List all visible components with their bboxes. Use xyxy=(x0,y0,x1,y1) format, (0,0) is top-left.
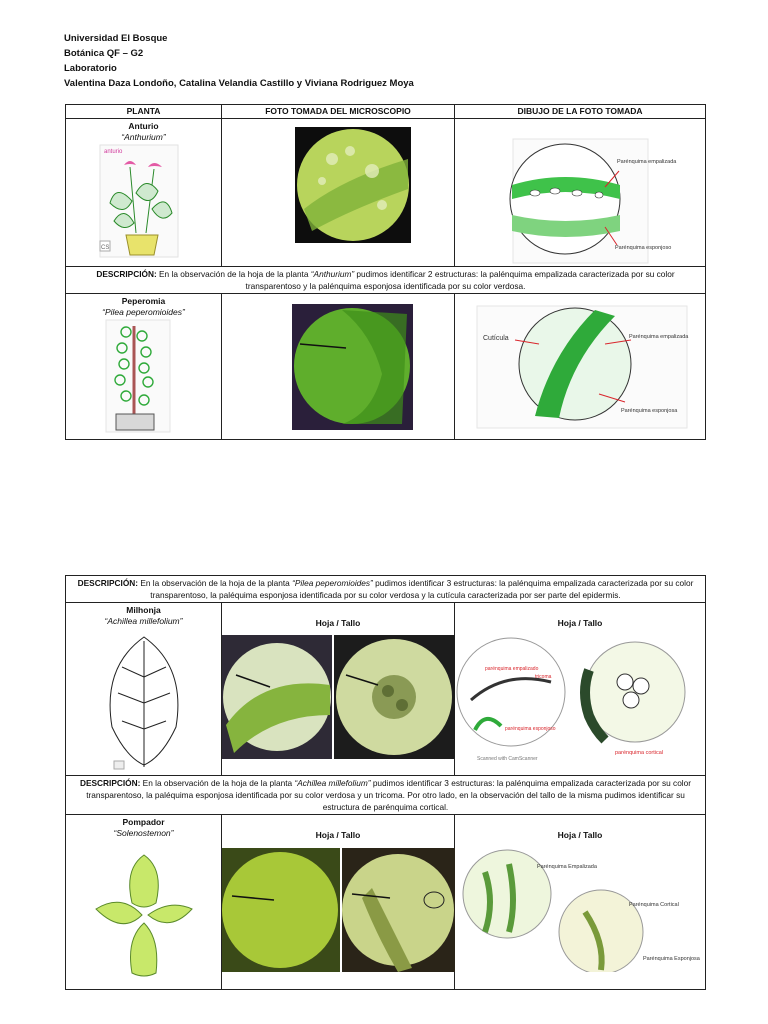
drawing-anturio xyxy=(455,119,706,266)
drawing-milhonja xyxy=(455,630,706,770)
photo-header: Hoja / Tallo xyxy=(315,618,361,628)
description-anturio xyxy=(66,267,706,294)
label-cuticula: Cutícula xyxy=(483,335,509,342)
description-peperomia xyxy=(66,576,706,603)
microscope-photos-milhonja xyxy=(222,635,455,775)
drawing-cell-peperomia xyxy=(455,294,706,440)
description-text-2: pudimos identificar 2 estructuras: la palénquima empalizada caracterizada por su color transparentoso y la palénquima esponjosa identificada por su color verdosa. xyxy=(245,269,675,291)
col-header-dibujo: DIBUJO DE LA FOTO TOMADA xyxy=(455,105,706,119)
description-label: DESCRIPCIÓN: xyxy=(79,778,141,788)
scanner-mark: Scanned with CamScanner xyxy=(477,756,538,762)
plant-scientific-name: “Achillea millefolium” xyxy=(104,616,183,626)
plant-scientific-name: “Anthurium” xyxy=(121,132,166,142)
photo-cell-peperomia xyxy=(222,294,455,440)
description-species: “Pilea peperomioides” xyxy=(292,578,373,588)
pompador-sketch xyxy=(66,839,222,989)
peperomia-sketch xyxy=(66,318,222,436)
plant-scientific-name: “Pilea peperomioides” xyxy=(102,307,185,317)
description-species: “Anthurium” xyxy=(310,269,355,279)
authors: Valentina Daza Londoño, Catalina Velandia Castillo y Viviana Rodriguez Moya xyxy=(64,78,414,89)
label-c: parénquima esponjoso xyxy=(505,726,556,732)
description-text-2: pudimos identificar 3 estructuras: la palénquima empalizada caracterizada por su color transparentoso, la paléquima esponjosa identificada por su color verdosa y la cutícula caracterizada por ser parte del epidermis. xyxy=(150,578,694,600)
section-name: Laboratorio xyxy=(64,63,117,74)
table-top xyxy=(65,104,706,440)
drawing-pompador xyxy=(455,842,706,972)
label-parenquima-empalizada: Parénquima empalizada xyxy=(629,334,689,340)
photo-cell-milhonja xyxy=(222,603,455,776)
sketch-label: anturio xyxy=(104,149,123,155)
label-parenquima-esponjosa: Parénquima esponjosa xyxy=(621,408,678,414)
col-header-planta: PLANTA xyxy=(66,105,222,119)
description-text-1: En la observación de la hoja de la planta xyxy=(156,269,311,279)
plant-cell-peperomia xyxy=(66,294,222,440)
svg-text:CS: CS xyxy=(101,245,110,251)
photo-cell-pompador xyxy=(222,815,455,990)
plant-name: Anturio xyxy=(128,121,159,131)
microscope-photo-peperomia xyxy=(222,294,455,439)
label-a: Parénquima Empalizada xyxy=(537,864,597,870)
photo-cell-anturio xyxy=(222,119,455,267)
label-a: parénquima empalizado xyxy=(485,666,539,672)
label-d: parénquima cortical xyxy=(615,750,663,756)
table-bottom xyxy=(65,575,706,990)
drawing-header: Hoja / Tallo xyxy=(557,618,603,628)
label-b: Parénquima Cortical xyxy=(629,902,679,908)
label-b: tricoma xyxy=(535,674,552,680)
description-text-1: En la observación de la hoja de la planta xyxy=(138,578,293,588)
document-header xyxy=(64,31,414,91)
microscope-photos-pompador xyxy=(222,848,455,978)
plant-name: Peperomia xyxy=(121,296,166,306)
plant-cell-pompador xyxy=(66,815,222,990)
description-text-1: En la observación de la hoja de la planta xyxy=(140,778,295,788)
plant-scientific-name: “Solenostemon” xyxy=(113,828,174,838)
plant-name: Milhonja xyxy=(126,605,161,615)
plant-cell-anturio xyxy=(66,119,222,267)
microscope-photo-anturio xyxy=(222,119,455,266)
description-text-2: pudimos identificar 3 estructuras: la palénquima empalizada caracterizada por su color transparentoso, la paléquima esponjosa identificada por su color verdosa y un tricoma. Por otro lado, en la observación del tallo de la misma pudimos identificar su estructura de parénquima cortical. xyxy=(86,778,692,812)
col-header-foto: FOTO TOMADA DEL MICROSCOPIO xyxy=(222,105,455,119)
description-milhonja xyxy=(66,776,706,815)
drawing-header: Hoja / Tallo xyxy=(557,830,603,840)
photo-header: Hoja / Tallo xyxy=(315,830,361,840)
drawing-peperomia xyxy=(455,294,706,439)
anturio-sketch xyxy=(66,143,222,261)
description-label: DESCRIPCIÓN: xyxy=(96,269,157,279)
description-label: DESCRIPCIÓN: xyxy=(77,578,139,588)
label-c: Parénquima Esponjosa xyxy=(643,956,700,962)
drawing-cell-pompador xyxy=(455,815,706,990)
plant-name: Pompador xyxy=(122,817,165,827)
drawing-cell-anturio xyxy=(455,119,706,267)
milhonja-sketch xyxy=(66,627,222,773)
course-name: Botánica QF – G2 xyxy=(64,48,144,59)
drawing-cell-milhonja xyxy=(455,603,706,776)
label-parenquima-esponjoso: Parénquima esponjoso xyxy=(615,245,672,251)
university-name: Universidad El Bosque xyxy=(64,33,168,44)
description-species: “Achillea millefolium” xyxy=(294,778,371,788)
label-parenquima-empalizada: Parénquima empalizada xyxy=(617,159,677,165)
plant-cell-milhonja xyxy=(66,603,222,776)
